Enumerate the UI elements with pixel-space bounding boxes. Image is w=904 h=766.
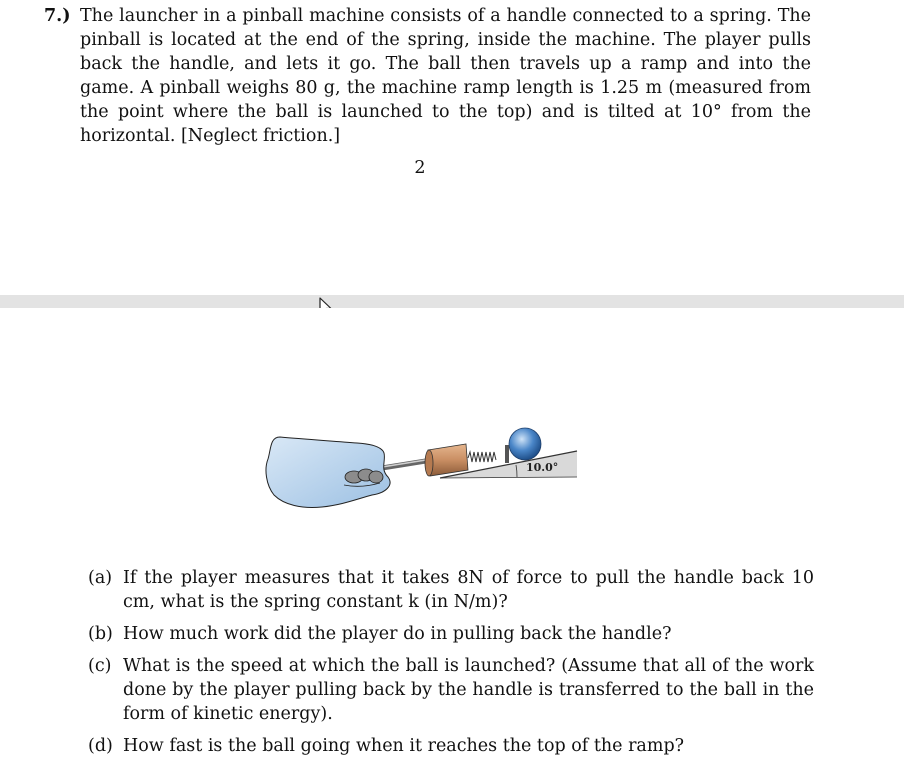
question-label: (c) [88,656,112,676]
spring [468,452,496,462]
page-separator [0,295,904,308]
hand-illustration [266,437,390,508]
pinball-launcher-figure [262,425,582,515]
question-text: How fast is the ball going when it reaches the top of the ramp? [123,736,685,756]
problem-number: 7.) [44,6,71,26]
question-list [88,566,814,766]
angle-label: 10.0° [526,461,559,474]
plunger-rod [382,459,432,468]
problem-statement: The launcher in a pinball machine consists of a handle connected to a spring. The pinball is located at the end of the spring, inside the machine. The player pulls back the handle, and lets it go. The ball then travels up a ramp and into the game. A pinball weighs 80 g, the machine ramp length is 1.25 m (measured from the point where the ball is launched to the top) and is tilted at 10° from the horizontal. [Neglect friction.] [80,6,811,146]
launcher-cylinder [425,444,468,476]
question-d [88,734,814,758]
page-number: 2 [414,158,426,178]
question-text: How much work did the player do in pulling back the handle? [123,624,672,644]
plunger-tip [505,445,509,463]
question-b [88,622,814,646]
question-text: If the player measures that it takes 8N of force to pull the handle back 10 cm, what is the spring constant k (in N/m)? [123,568,814,612]
question-label: (d) [88,736,113,756]
question-c [88,654,814,726]
page-1 [0,0,904,295]
question-label: (a) [88,568,113,588]
question-text: What is the speed at which the ball is launched? (Assume that all of the work done by the player pulling back by the handle is transferred to the ball in the form of kinetic energy). [123,656,814,724]
pinball [509,428,541,460]
question-a [88,566,814,614]
question-label: (b) [88,624,113,644]
